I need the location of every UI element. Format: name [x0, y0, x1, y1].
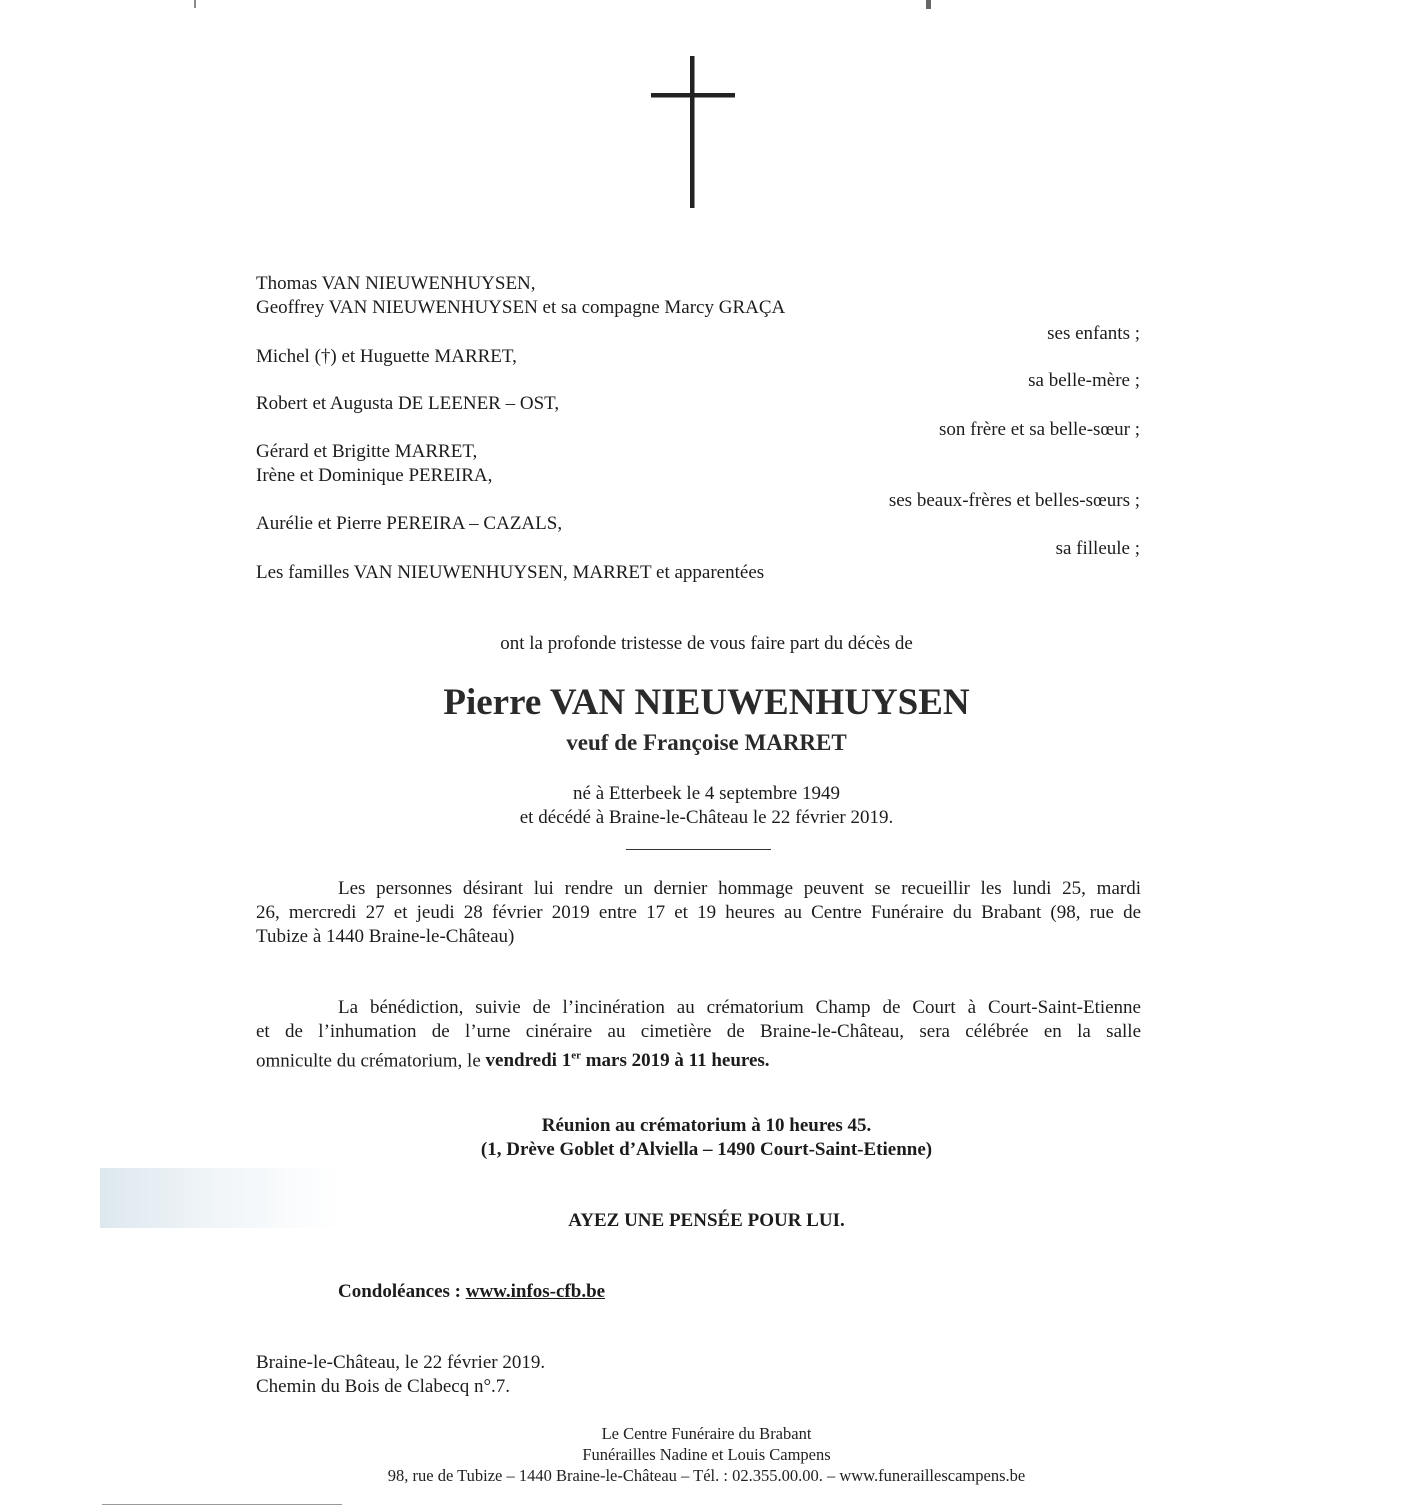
divider — [626, 849, 771, 850]
ceremony-day-suffix: er — [571, 1050, 581, 1062]
family-member: Geoffrey VAN NIEUWENHUYSEN et sa compagne Marcy GRAÇA — [256, 297, 786, 318]
ceremony-line-3-prefix: omniculte du crématorium, le — [256, 1050, 486, 1072]
deceased-subtitle: veuf de Françoise MARRET — [566, 730, 847, 755]
family-member: Robert et Augusta DE LEENER – OST, — [256, 393, 560, 414]
relation-label: sa filleule ; — [1055, 538, 1140, 559]
relation-label: ses enfants ; — [1047, 323, 1140, 344]
condolences — [338, 1280, 605, 1304]
cross-icon — [648, 54, 738, 210]
scan-mark-left — [194, 0, 196, 8]
footer-line-2: Funérailles Nadine et Louis Campens — [582, 1445, 831, 1464]
ceremony-line-2: et de l’inhumation de l’urne cinéraire au cimetière de Braine-le-Château, sera célébrée en la salle — [256, 1021, 1141, 1042]
visitation-line-1: Les personnes désirant lui rendre un dernier hommage peuvent se recueillir les lundi 25, mardi — [338, 878, 1141, 899]
relation-label: son frère et sa belle-sœur ; — [938, 419, 1140, 440]
relation-label: ses beaux-frères et belles-sœurs ; — [888, 490, 1140, 511]
condolences-link[interactable]: www.infos-cfb.be — [465, 1281, 606, 1302]
relation-label: sa belle-mère ; — [1028, 370, 1140, 391]
condolences-label: Condoléances : — [338, 1281, 466, 1302]
footer-line-1: Le Centre Funéraire du Brabant — [601, 1424, 812, 1443]
ceremony-line-3 — [256, 1044, 1141, 1073]
reunion-line-1: Réunion au crématorium à 10 heures 45. — [541, 1115, 872, 1136]
visitation-line-2: 26, mercredi 27 et jeudi 28 février 2019 entre 17 et 19 heures au Centre Funéraire du Brabant (98, rue de — [256, 902, 1141, 923]
footer-line-3: 98, rue de Tubize – 1440 Braine-le-Château – Tél. : 02.355.00.00. – www.funeraillescampens.be — [387, 1466, 1026, 1485]
scan-mark-right — [926, 0, 931, 9]
family-member: Les familles VAN NIEUWENHUYSEN, MARRET et apparentées — [256, 562, 765, 583]
family-member: Gérard et Brigitte MARRET, — [256, 441, 478, 462]
death-info: et décédé à Braine-le-Château le 22 février 2019. — [519, 807, 894, 828]
family-member: Aurélie et Pierre PEREIRA – CAZALS, — [256, 513, 563, 534]
family-member: Michel (†) et Huguette MARRET, — [256, 346, 517, 367]
family-member: Irène et Dominique PEREIRA, — [256, 465, 493, 486]
ceremony-date-bold — [486, 1050, 770, 1071]
visitation-line-3: Tubize à 1440 Braine-le-Château) — [256, 926, 515, 947]
announcement-intro: ont la profonde tristesse de vous faire part du décès de — [500, 633, 913, 654]
ceremony-day: vendredi 1 — [485, 1050, 572, 1072]
deceased-name: Pierre VAN NIEUWENHUYSEN — [443, 682, 970, 723]
scan-mark-bottom — [102, 1504, 342, 1505]
family-member: Thomas VAN NIEUWENHUYSEN, — [256, 273, 536, 294]
signature-address: Chemin du Bois de Clabecq n°.7. — [256, 1376, 511, 1397]
reunion-line-2: (1, Drève Goblet d’Alviella – 1490 Court-Saint-Etienne) — [480, 1139, 933, 1160]
ceremony-date-rest: mars 2019 à 11 heures. — [580, 1050, 770, 1072]
ceremony-line-1: La bénédiction, suivie de l’incinération au crématorium Champ de Court à Court-Saint-Etienne — [338, 997, 1141, 1018]
birth-info: né à Etterbeek le 4 septembre 1949 — [573, 783, 840, 804]
closing-message: AYEZ UNE PENSÉE POUR LUI. — [568, 1210, 845, 1231]
signature-place-date: Braine-le-Château, le 22 février 2019. — [256, 1352, 546, 1373]
